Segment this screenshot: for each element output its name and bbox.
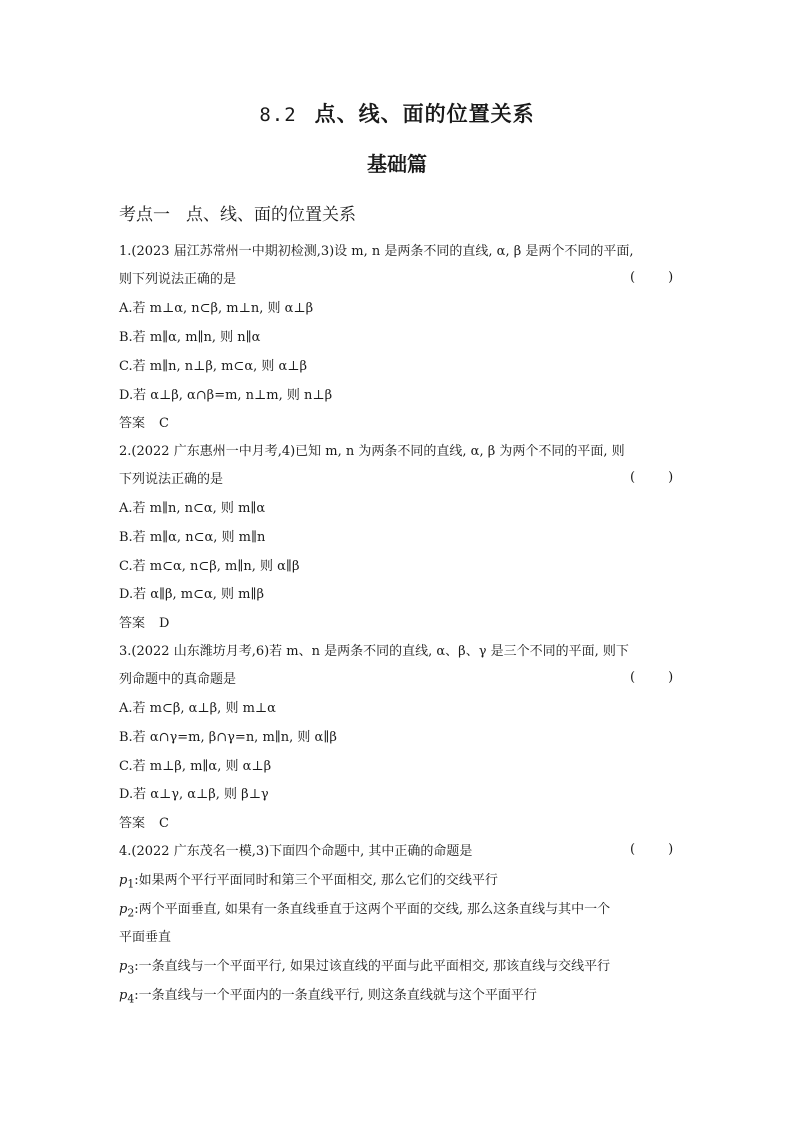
question-2-answer (119, 614, 679, 634)
answer-value: C (159, 416, 169, 431)
answer-bracket: ( ) (630, 470, 674, 485)
answer-label: 答案 (119, 816, 146, 831)
title-text: 点、线、面的位置关系 (314, 102, 535, 126)
question-1-option-c: C.若 m∥n, n⊥β, m⊂α, 则 α⊥β (119, 359, 308, 374)
answer-label: 答案 (119, 616, 146, 631)
question-3-option-c: C.若 m⊥β, m∥α, 则 α⊥β (119, 759, 272, 774)
page-subtitle: 基础篇 (367, 152, 427, 176)
question-2-option-a: A.若 m∥n, n⊂α, 则 m∥α (119, 501, 266, 516)
question-4-stem-line-1: 4.(2022 广东茂名一模,3)下面四个命题中, 其中正确的命题是 (119, 844, 473, 859)
section-heading (119, 200, 356, 225)
question-3-answer (119, 814, 679, 834)
answer-label: 答案 (119, 416, 146, 431)
proposition-p2-continued: 平面垂直 (119, 930, 172, 945)
proposition-p4: $p_4$:一条直线与一个平面内的一条直线平行, 则这条直线就与这个平面平行 (119, 988, 537, 1006)
question-3-stem-line-2: 列命题中的真命题是 (119, 672, 237, 687)
question-2-option-d: D.若 α∥β, m⊂α, 则 m∥β (119, 587, 265, 602)
question-1-option-b: B.若 m∥α, m∥n, 则 n∥α (119, 330, 261, 345)
section-number: 8.2 (259, 104, 297, 126)
section-title: 点、线、面的位置关系 (186, 205, 356, 225)
question-1-stem-line-2: 则下列说法正确的是 (119, 272, 237, 287)
question-3-option-d: D.若 α⊥γ, α⊥β, 则 β⊥γ (119, 787, 269, 802)
answer-value: D (159, 616, 170, 631)
answer-bracket: ( ) (630, 842, 674, 857)
proposition-p1: $p_1$:如果两个平行平面同时和第三个平面相交, 那么它们的交线平行 (119, 873, 498, 891)
question-3-stem-line-1: 3.(2022 山东潍坊月考,6)若 m、n 是两条不同的直线, α、β、γ 是三个不同的平面, 则下 (119, 644, 629, 659)
question-2-stem-line-1: 2.(2022 广东惠州一中月考,4)已知 m, n 为两条不同的直线, α, β 为两个不同的平面, 则 (119, 444, 625, 459)
question-2-option-b: B.若 m∥α, n⊂α, 则 m∥n (119, 530, 266, 545)
question-1-option-d: D.若 α⊥β, α∩β=m, n⊥m, 则 n⊥β (119, 388, 333, 403)
answer-bracket: ( ) (630, 670, 674, 685)
answer-value: C (159, 816, 169, 831)
question-3-option-b: B.若 α∩γ=m, β∩γ=n, m∥n, 则 α∥β (119, 730, 337, 745)
proposition-p3: $p_3$:一条直线与一个平面平行, 如果过该直线的平面与此平面相交, 那该直线与交线平行 (119, 959, 611, 977)
question-1-stem-line-1: 1.(2023 届江苏常州一中期初检测,3)设 m, n 是两条不同的直线, α, β 是两个不同的平面, (119, 244, 634, 259)
question-2-option-c: C.若 m⊂α, n⊂β, m∥n, 则 α∥β (119, 559, 300, 574)
proposition-p2: $p_2$:两个平面垂直, 如果有一条直线垂直于这两个平面的交线, 那么这条直线与其中一个 (119, 902, 611, 920)
page-title (0, 98, 794, 128)
section-label: 考点一 (119, 205, 170, 225)
question-1-option-a: A.若 m⊥α, n⊂β, m⊥n, 则 α⊥β (119, 301, 314, 316)
question-3-option-a: A.若 m⊂β, α⊥β, 则 m⊥α (119, 701, 276, 716)
answer-bracket: ( ) (630, 270, 674, 285)
question-1-answer (119, 414, 679, 434)
question-2-stem-line-2: 下列说法正确的是 (119, 472, 224, 487)
